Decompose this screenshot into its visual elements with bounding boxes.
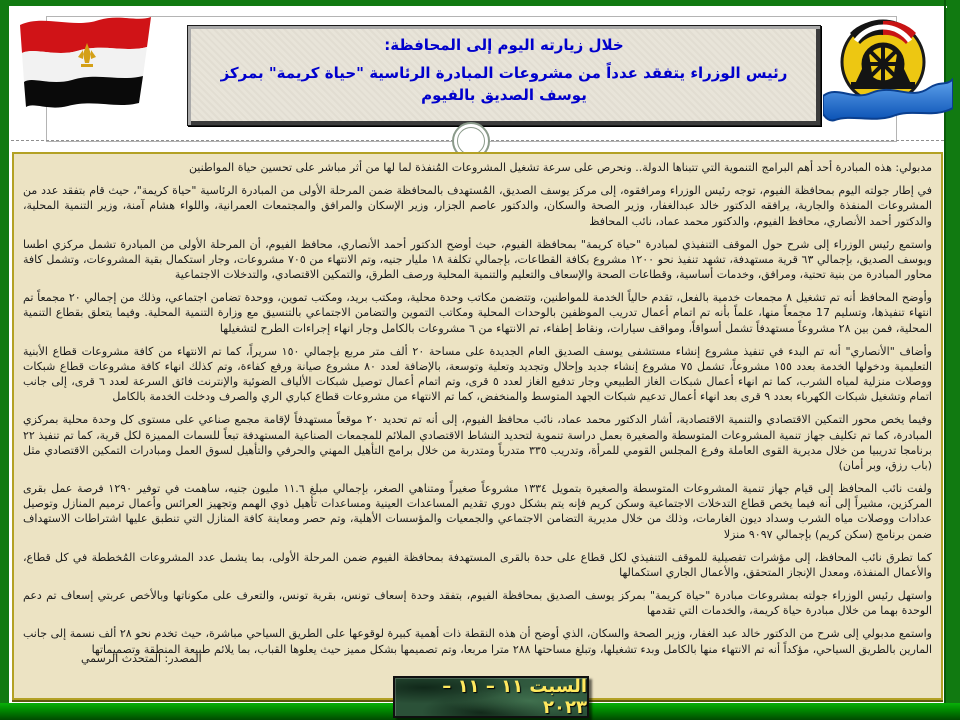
- egypt-flag-icon: [15, 10, 157, 110]
- paragraph: وفيما يخص محور التمكين الاقتصادي والتنمية الاقتصادية، أشار الدكتور محمد عماد، نائب محافظ الفيوم، إلى أنه تم تحديد ٢٠ موقعاً مستهدفاً لإقامة مجمع صناعي على مستوى كل وحدة محلية بمركزي المبادرة، كما تم تكليف جهاز تنمية المشروعات المتوسطة والصغيرة بعمل دراسة تنموية لتحديد النشاط الاقتصادي الملائم للمجمعات الصناعية المستهدفة تبعاً للسمات المميزة لكل قرية، كما تم تنفيذ ٢٢ برنامجا تدريبيا من خلال مديرية القوى العاملة وفرع المجلس القومي للمرأة، وتدريب ٣٣٥ متدرباً ومتدربة من خلال برامج التأهيل المهني والحرفي والتأهيل لسوق العمل ومبادرات التمكين الاقتصادي مثل (باب رزق، وبر أمان): [23, 413, 933, 472]
- page-canvas: [11, 8, 944, 703]
- article-content-box: [12, 152, 943, 700]
- paragraph: كما تطرق نائب المحافظ، إلى مؤشرات تفصيلية للموقف التنفيذي لكل قطاع على حدة بالقرى المستهدفة بمحافظة الفيوم ضمن المرحلة الأولى، بما يشمل عدد المشروعات المُخططة في كل قطاع، والأعمال المنفذة، ومعدل الإنجاز المتحقق، والأعمال الجاري استكمالها: [23, 550, 932, 579]
- paragraph: واستمع رئيس الوزراء إلى شرح حول الموقف التنفيذي لمبادرة "حياة كريمة" بمحافظة الفيوم، حيث أوضح الدكتور أحمد الأنصاري، محافظ الفيوم، أن المرحلة الأولى من المبادرة تشمل مركزي اطسا ويوسف الصديق، بإجمالي ٦٣ قرية مستهدفة، تشهد تنفيذ نحو ١٢٠٠ مشروع بكافة القطاعات، بإجمالي تكلفة ١٨ مليار جنيه، وتم الانتهاء من ٧٠٥ مشروعات، وجار استكمال بقية المشروعات، وتشمل كافة محاور المبادرة من بنية تحتية، ومرافق، وخدمات أساسية، وقطاعات الصحة والإسعاف والتعليم والتنمية المحلية ورصف الطرق، والتمكين الاقتصادي، والتدخلات الاجتماعية: [23, 237, 932, 282]
- article-body: [23, 160, 932, 666]
- fayoum-governorate-emblem-icon: [823, 14, 953, 132]
- paragraph: واستمع مدبولي إلى شرح من الدكتور خالد عبد الغفار، وزير الصحة والسكان، الذي أوضح أن هذه النقطة ذات أهمية كبيرة لوقوعها على الطريق السياحي مباشرة، حيث تخدم نحو ٢٨ ألف نسمة إلى جانب المارين بالطريق السياحي، مؤكداً أنه تم الانتهاء منها بالكامل وبدء تشغيلها، وتبلغ مساحتها ٢٨٨ مترا مربعا، وتم تصميمها بشكل مميز حيث يعلوها القباب، بما يلائم طبيعة المنطقة وتصميماتها: [23, 627, 932, 656]
- paragraph-lede: مدبولي: هذه المبادرة أحد أهم البرامج التنموية التي تتبناها الدولة.. ونحرص على سرعة تشغيل المشروعات المُنفذة لما لها من أثر مباشر على تحسين حياة المواطنين: [188, 161, 932, 174]
- paragraph: في إطار جولته اليوم بمحافظة الفيوم، توجه رئيس الوزراء ومرافقوه، إلى مركز يوسف الصديق، المُستهدف بالمحافظة ضمن المرحلة الأولى من المبادرة الرئاسية "حياة كريمة"، حيث قام بتفقد عدد من المشروعات المنفذة والجارية، يرافقه الدكتور خالد عبدالغفار، وزير الصحة والسكان، والدكتور عاصم الجزار، وزير الإسكان والمرافق والمجتمعات العمرانية، واللواء هشام آمنة، وزير التنمية المحلية، والدكتور أحمد الأنصاري، محافظ الفيوم، والدكتور محمد عماد، نائب المحافظ: [23, 184, 932, 228]
- paragraph: واستهل رئيس الوزراء جولته بمشروعات مبادرة "حياة كريمة" بمركز يوسف الصديق بمحافظة الفيوم، بتفقد وحدة إسعاف تونس، بقرية تونس، والتعرف على مكوناتها وبالأخص عربتي إسعاف تم دعم الوحدة بهما من خلال مبادرة حياة كريمة، والخدمات التي تقدمها: [23, 589, 932, 618]
- paragraph: وأضاف "الأنصاري" أنه تم البدء في تنفيذ مشروع إنشاء مستشفى يوسف الصديق العام الجديدة على مساحة ٢٠ ألف متر مربع بإجمالي ١٥٠ سريراً، كما تم الانتهاء من كافة مشروعات قطاع الأبنية التعليمية ودخولها الخدمة بعدد ١٥٥ مشروعاً، تشمل ٧٥ مشروع إنشاء جديد وإحلال وتجديد وتعلية وتوسعة، بالإضافة لعدد ٨٠ مشروع صيانة ورفع كفاءة، وتم كذلك انهاء كافة مشروعات قطاع شبكات ووصلات منزلية لمياه الشرب، كما تم انهاء أعمال شبكات الغاز الطبيعي وجار تدفيع الغاز لعدد ٥ قرى، وتم اتمام أعمال توصيل شبكات الألياف الضوئية والإنترنت فائق السرعة لعدد ٦ قرى، إلى جانب اتمام وتشغيل شبكات الكهرباء بعدد ٩ قرى بعد انهاء أعمال تدعيم شبكات الجهد المتوسط والمنخفض، كما تم الانتهاء من مشروعات قطاع كباري الري والصرف ودخلت الخدمة بالكامل: [23, 344, 932, 404]
- page-title: رئيس الوزراء يتفقد عدداً من مشروعات المبادرة الرئاسية "حياة كريمة" بمركز يوسف الصديق بالفيوم: [220, 64, 788, 104]
- source-line: المصدر: المتحدث الرسمي: [81, 651, 202, 665]
- paragraph: ولفت نائب المحافظ إلى قيام جهاز تنمية المشروعات المتوسطة والصغيرة بتمويل ١٣٣٤ مشروعاً صغيراً ومتناهي الصغر، بإجمالي مبلغ ١١.٦ مليون جنيه، ساهمت في توفير ١٢٩٠ فرصة عمل بقرى المركزين، مشيراً إلى أنه فيما يخص قطاع التدخلات الاجتماعية وسكن كريم فإنه يتم بشكل دوري تقديم المساعدات العينية ومساعدات تأهيل ذوي الهمم وتجهيز العرائس وأعمال ترميم المنازل وتوصيل عدادات ووصلات مياه الشرب وسداد ديون الغارمات، وذلك من خلال مديرية التضامن الاجتماعي والجمعيات والمؤسسات الأهلية، وتم حصر ومعاينة كافة المنازل التي تنطبق عليها اشتراطات الاستهداف ضمن برنامج (سكن كريم) بإجمالي ٩٠٩٧ منزلا: [23, 482, 932, 541]
- headline-box: [187, 25, 821, 126]
- date-banner: السبت ١١ – ١١ – ٢٠٢٣: [393, 676, 589, 718]
- headline-kicker: خلال زيارته اليوم إلى المحافظة:: [384, 36, 624, 54]
- paragraph: وأوضح المحافظ أنه تم تشغيل ٨ مجمعات خدمية بالفعل، تقدم حالياً الخدمة للمواطنين، وتتضمن مكاتب وحدة محلية، ومكتب بريد، ومكتب تموين، ووحدة تضامن اجتماعي، وذلك من إجمالي ٢٠ مجمعاً تم انتهاء تنفيذها، وتسليم 17 مجمعاً منها، علماً بأنه تم اتمام أعمال تدريب الموظفين بالوحدات المحلية ومكاتب التموين والتضامن الاجتماعي بالتنسيق مع وزارة التنمية المحلية. وفيما يتعلق بقطاع التنمية المحلية، فمن بين ٢٨ مشروعاً مستهدفاً تشمل أسواقاً، ومواقف سيارات، ونقاط إطفاء، تم الانتهاء من ٦ مشروعات بالكامل وجار انهاء إجراءات الطرح لتشغيلها: [23, 291, 932, 335]
